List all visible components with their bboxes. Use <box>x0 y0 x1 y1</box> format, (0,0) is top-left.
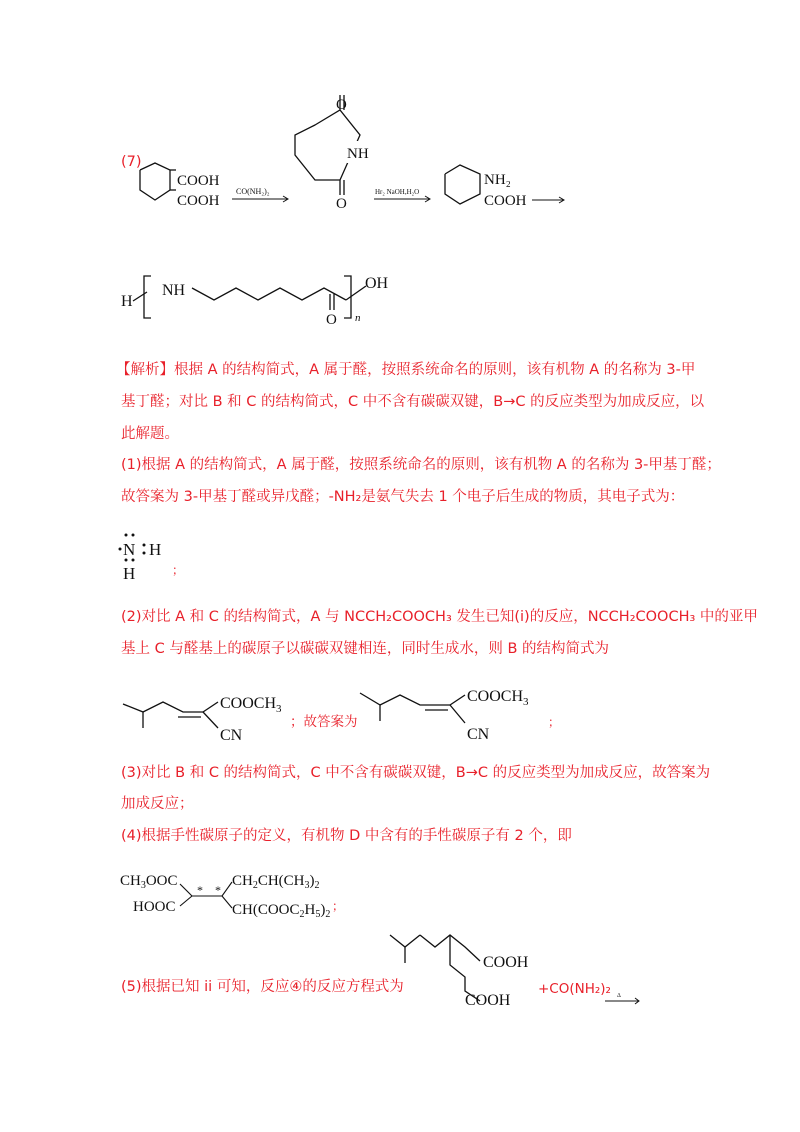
cooh-label: COOH <box>484 193 527 209</box>
compound-d-structure <box>120 866 360 926</box>
heat-symbol: Δ <box>617 993 621 999</box>
polymer-nh: NH <box>162 282 186 299</box>
chiral-star-1: * <box>197 883 203 897</box>
q2-line-1: (2)对比 A 和 C 的结构简式，A 与 NCCH₂COOCH₃ 发生已知(i)的反应，NCCH₂COOCH₃ 中的亚甲 <box>121 609 758 625</box>
diacid-cooh-bottom: COOH <box>465 992 511 1009</box>
electron-formula-n: N <box>123 540 136 559</box>
chiral-star-2: * <box>215 883 221 897</box>
q2-semicolon: ； <box>548 715 561 729</box>
ring-o-top: O <box>336 97 347 113</box>
q2-line-2: 基上 C 与醛基上的碳原子以碳碳双键相连，同时生成水，则 B 的结构简式为 <box>121 641 610 657</box>
polymer-oh: OH <box>365 275 389 292</box>
q3-line-2: 加成反应； <box>121 796 194 812</box>
q2-answer-intro: ；故答案为 <box>290 714 358 730</box>
d-hooc-label: HOOC <box>133 899 176 915</box>
reagent-urea: CO(NH₂)₂ <box>236 187 270 196</box>
b-cn-label: CN <box>220 727 243 744</box>
b-answer-cooch3-label: $COOCH_3$ <box>467 688 529 708</box>
d-ch3ooc-label: $CH_3OOC$ <box>120 873 178 891</box>
diacid-cooh-top: COOH <box>483 954 529 971</box>
b-cooch3-label: $COOCH_3$ <box>220 695 282 715</box>
q1-line-2: 故答案为 3-甲基丁醛或异戊醛；-NH₂是氨气失去 1 个电子后生成的物质，其电子式为： <box>121 489 685 505</box>
diacid-structure <box>385 925 545 1015</box>
q3-line-1: (3)对比 B 和 C 的结构简式，C 中不含有碳碳双键，B→C 的反应类型为加成反应，故答案为 <box>121 765 711 781</box>
reaction-arrow-2 <box>372 185 442 205</box>
ring-o-bottom: O <box>336 196 347 212</box>
q4-semicolon: ； <box>332 899 345 913</box>
polymer-carbonyl-o: O <box>326 312 337 328</box>
b-answer-cn-label: CN <box>467 726 490 743</box>
q1-line-1: (1)根据 A 的结构简式，A 属于醛，按照系统命名的原则，该有机物 A 的名称为 3-甲基丁醛； <box>121 457 721 473</box>
ring-nh: NH <box>347 146 369 162</box>
heat-arrow <box>603 990 648 1010</box>
q5-urea-reagent: +CO(NH₂)₂ <box>538 981 611 997</box>
cooh-label-bottom: COOH <box>177 193 220 209</box>
electron-formula-h-bottom: H <box>123 564 136 583</box>
nh2-label: NH₂ <box>484 172 511 188</box>
q4-line-1: (4)根据手性碳原子的定义，有机物 D 中含有的手性碳原子有 2 个，即 <box>121 828 572 844</box>
q1-semicolon: ； <box>172 563 185 577</box>
polymer-h: H <box>121 293 133 310</box>
polymer-subscript-n: n <box>355 312 361 324</box>
step7-label: (7) <box>121 154 142 170</box>
polyamide-structure <box>118 268 408 338</box>
d-isobutyl-label: $CH_2CH(CH_3)_2$ <box>232 873 320 891</box>
d-malonate-label: $CH(COOC_2H_5)_2$ <box>232 902 331 920</box>
q5-line-1: (5)根据已知 ii 可知，反应④的反应方程式为 <box>121 979 404 995</box>
glutarimide-ring-structure <box>285 95 375 210</box>
aminopentanoic-acid-structure <box>440 160 580 230</box>
analysis-line-1: 【解析】根据 A 的结构简式，A 属于醛，按照系统命名的原则，该有机物 A 的名称为 3-甲 <box>116 362 696 378</box>
compound-b-structure <box>118 690 288 750</box>
electron-formula-h-right: H <box>149 540 162 559</box>
analysis-line-3: 此解题。 <box>121 426 179 442</box>
compound-b-answer-structure <box>355 683 535 743</box>
cooh-label-top: COOH <box>177 173 220 189</box>
analysis-line-2: 基丁醛；对比 B 和 C 的结构简式，C 中不含有碳碳双键，B→C 的反应类型为加成反应，以 <box>121 394 705 410</box>
reagent-hydrolysis: Hr₂ NaOH,H₂O <box>375 188 420 196</box>
